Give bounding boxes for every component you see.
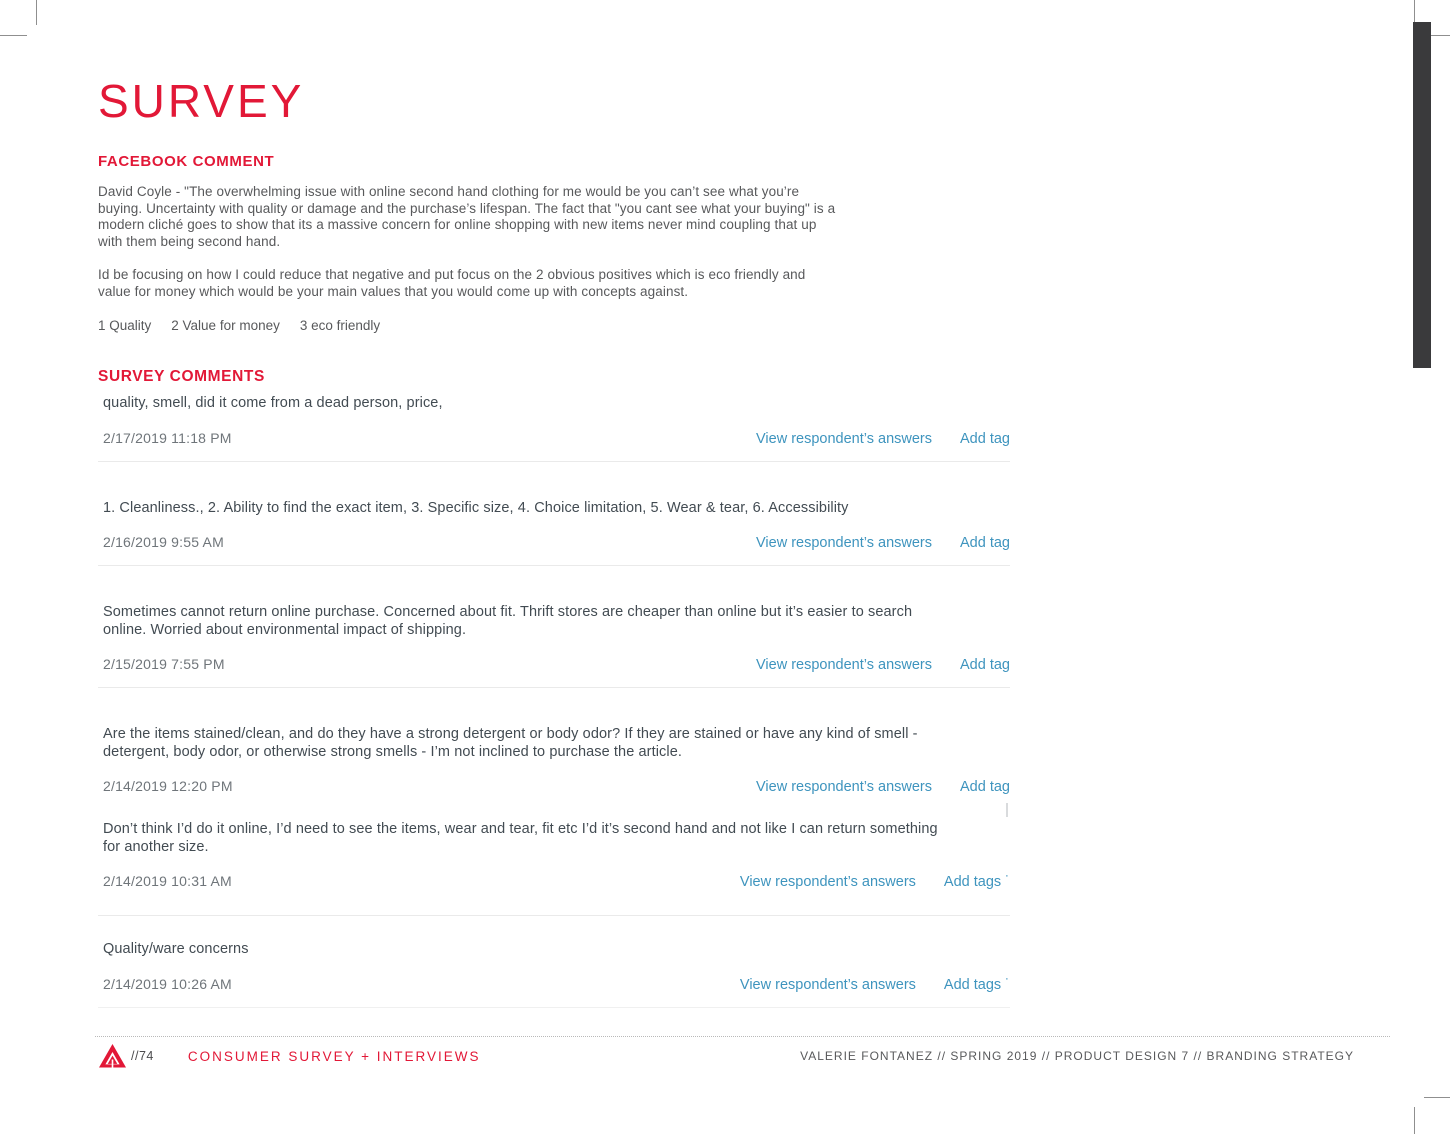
scrollbar-tick bbox=[1006, 803, 1008, 817]
view-respondents-answers-link[interactable]: View respondent’s answers bbox=[739, 976, 916, 993]
comment-text: quality, smell, did it come from a dead person, price, bbox=[103, 395, 443, 411]
comment-row bbox=[98, 941, 1010, 1008]
row-divider bbox=[98, 1007, 1010, 1008]
page-content bbox=[98, 0, 1010, 1008]
add-tag-link[interactable]: Add tag bbox=[960, 535, 1010, 551]
value-item-value-for-money: 2 Value for money bbox=[171, 318, 280, 333]
triangle-logo-icon bbox=[98, 1043, 127, 1069]
comment-row bbox=[98, 821, 1010, 916]
page-edge-bar bbox=[1413, 22, 1431, 368]
comment-meta bbox=[98, 656, 1010, 673]
comment-date: 2/14/2019 10:26 AM bbox=[103, 975, 232, 992]
row-divider bbox=[98, 915, 1010, 916]
survey-comments-list bbox=[98, 395, 1010, 1008]
footer-credits: VALERIE FONTANEZ // SPRING 2019 // PRODUCT DESIGN 7 // BRANDING STRATEGY bbox=[800, 1049, 1354, 1063]
comment-date: 2/14/2019 10:31 AM bbox=[103, 873, 232, 889]
value-item-eco-friendly: 3 eco friendly bbox=[299, 318, 381, 333]
crop-mark-top-right-vertical bbox=[1414, 0, 1415, 22]
view-respondents-answers-link[interactable]: View respondent’s answers bbox=[756, 535, 932, 551]
add-tags-link[interactable]: Add tags ˙ bbox=[943, 874, 1010, 890]
page-number: //74 bbox=[131, 1049, 154, 1063]
comment-meta bbox=[98, 873, 1010, 890]
view-respondents-answers-link[interactable]: View respondent’s answers bbox=[756, 779, 932, 795]
comment-row bbox=[98, 500, 1010, 567]
comment-links bbox=[756, 535, 1010, 551]
add-tag-link[interactable]: Add tag bbox=[960, 430, 1010, 447]
comment-meta bbox=[98, 534, 1010, 551]
facebook-comment-paragraph-2: Id be focusing on how I could reduce that negative and put focus on the 2 obvious positives which is eco friendly and value for money which would be your main values that you would come up with concepts against. bbox=[98, 267, 806, 299]
comment-text: Sometimes cannot return online purchase. Concerned about fit. Thrift stores are cheaper than online but it’s easier to search online. Worried about environmental impact of shipping. bbox=[103, 604, 913, 638]
view-respondents-answers-link[interactable]: View respondent’s answers bbox=[756, 657, 932, 673]
comment-meta bbox=[98, 976, 1010, 993]
row-divider bbox=[98, 461, 1010, 462]
footer-dotted-separator bbox=[95, 1036, 1390, 1037]
view-respondents-answers-link[interactable]: View respondent’s answers bbox=[756, 430, 932, 447]
add-tag-link[interactable]: Add tag bbox=[960, 779, 1010, 795]
survey-comments-heading: SURVEY COMMENTS bbox=[98, 368, 265, 385]
value-list bbox=[98, 317, 1010, 334]
add-tags-link[interactable]: Add tags ˙ bbox=[943, 976, 1010, 993]
add-tag-link[interactable]: Add tag bbox=[960, 657, 1010, 673]
comment-row bbox=[98, 395, 1010, 462]
comment-text: 1. Cleanliness., 2. Ability to find the exact item, 3. Specific size, 4. Choice limitation, 5. Wear & tear, 6. Accessibility bbox=[103, 499, 849, 516]
comment-date: 2/15/2019 7:55 PM bbox=[103, 656, 225, 672]
comment-row bbox=[98, 604, 1010, 688]
comment-meta bbox=[98, 778, 1010, 795]
comment-links bbox=[756, 779, 1010, 795]
comment-text: Quality/ware concerns bbox=[103, 941, 249, 957]
page-title: SURVEY bbox=[98, 75, 305, 127]
row-divider bbox=[98, 565, 1010, 566]
row-divider bbox=[98, 687, 1010, 688]
crop-mark-bottom-right-horizontal bbox=[1424, 1097, 1450, 1098]
crop-mark-top-left-vertical bbox=[36, 0, 37, 25]
comment-row bbox=[98, 726, 1010, 795]
comment-links bbox=[740, 977, 1010, 993]
comment-text: Don’t think I’d do it online, I’d need to see the items, wear and tear, fit etc I’d it’s second hand and not like I can return something for another size. bbox=[103, 821, 938, 855]
comment-date: 2/16/2019 9:55 AM bbox=[103, 534, 224, 550]
value-item-quality: 1 Quality bbox=[98, 318, 152, 333]
footer bbox=[98, 1043, 1354, 1069]
comment-meta bbox=[98, 430, 1010, 447]
footer-section-label: CONSUMER SURVEY + INTERVIEWS bbox=[187, 1048, 481, 1064]
comment-links bbox=[740, 874, 1010, 890]
facebook-comment-heading: FACEBOOK COMMENT bbox=[98, 153, 275, 170]
crop-mark-top-left-horizontal bbox=[0, 35, 27, 36]
facebook-comment-paragraph-1: David Coyle - "The overwhelming issue with online second hand clothing for me would be you can’t see what you’re buying. Uncertainty with quality or damage and the purchase’s lifespan. The fact that "you cant see what your buying" is a modern cliché goes to show that its a massive concern for online shopping with new items never mind coupling that up with them being second hand. bbox=[98, 184, 836, 249]
comment-date: 2/17/2019 11:18 PM bbox=[103, 429, 232, 446]
crop-mark-bottom-right-vertical bbox=[1414, 1107, 1415, 1134]
comment-date: 2/14/2019 12:20 PM bbox=[103, 778, 233, 794]
comment-text: Are the items stained/clean, and do they have a strong detergent or body odor? If they are stained or have any kind of smell - detergent, body odor, or otherwise strong smells - I’m not inclined to purchase the article. bbox=[103, 726, 918, 760]
comment-links bbox=[756, 657, 1010, 673]
comment-links bbox=[756, 431, 1010, 447]
view-respondents-answers-link[interactable]: View respondent’s answers bbox=[739, 874, 916, 890]
